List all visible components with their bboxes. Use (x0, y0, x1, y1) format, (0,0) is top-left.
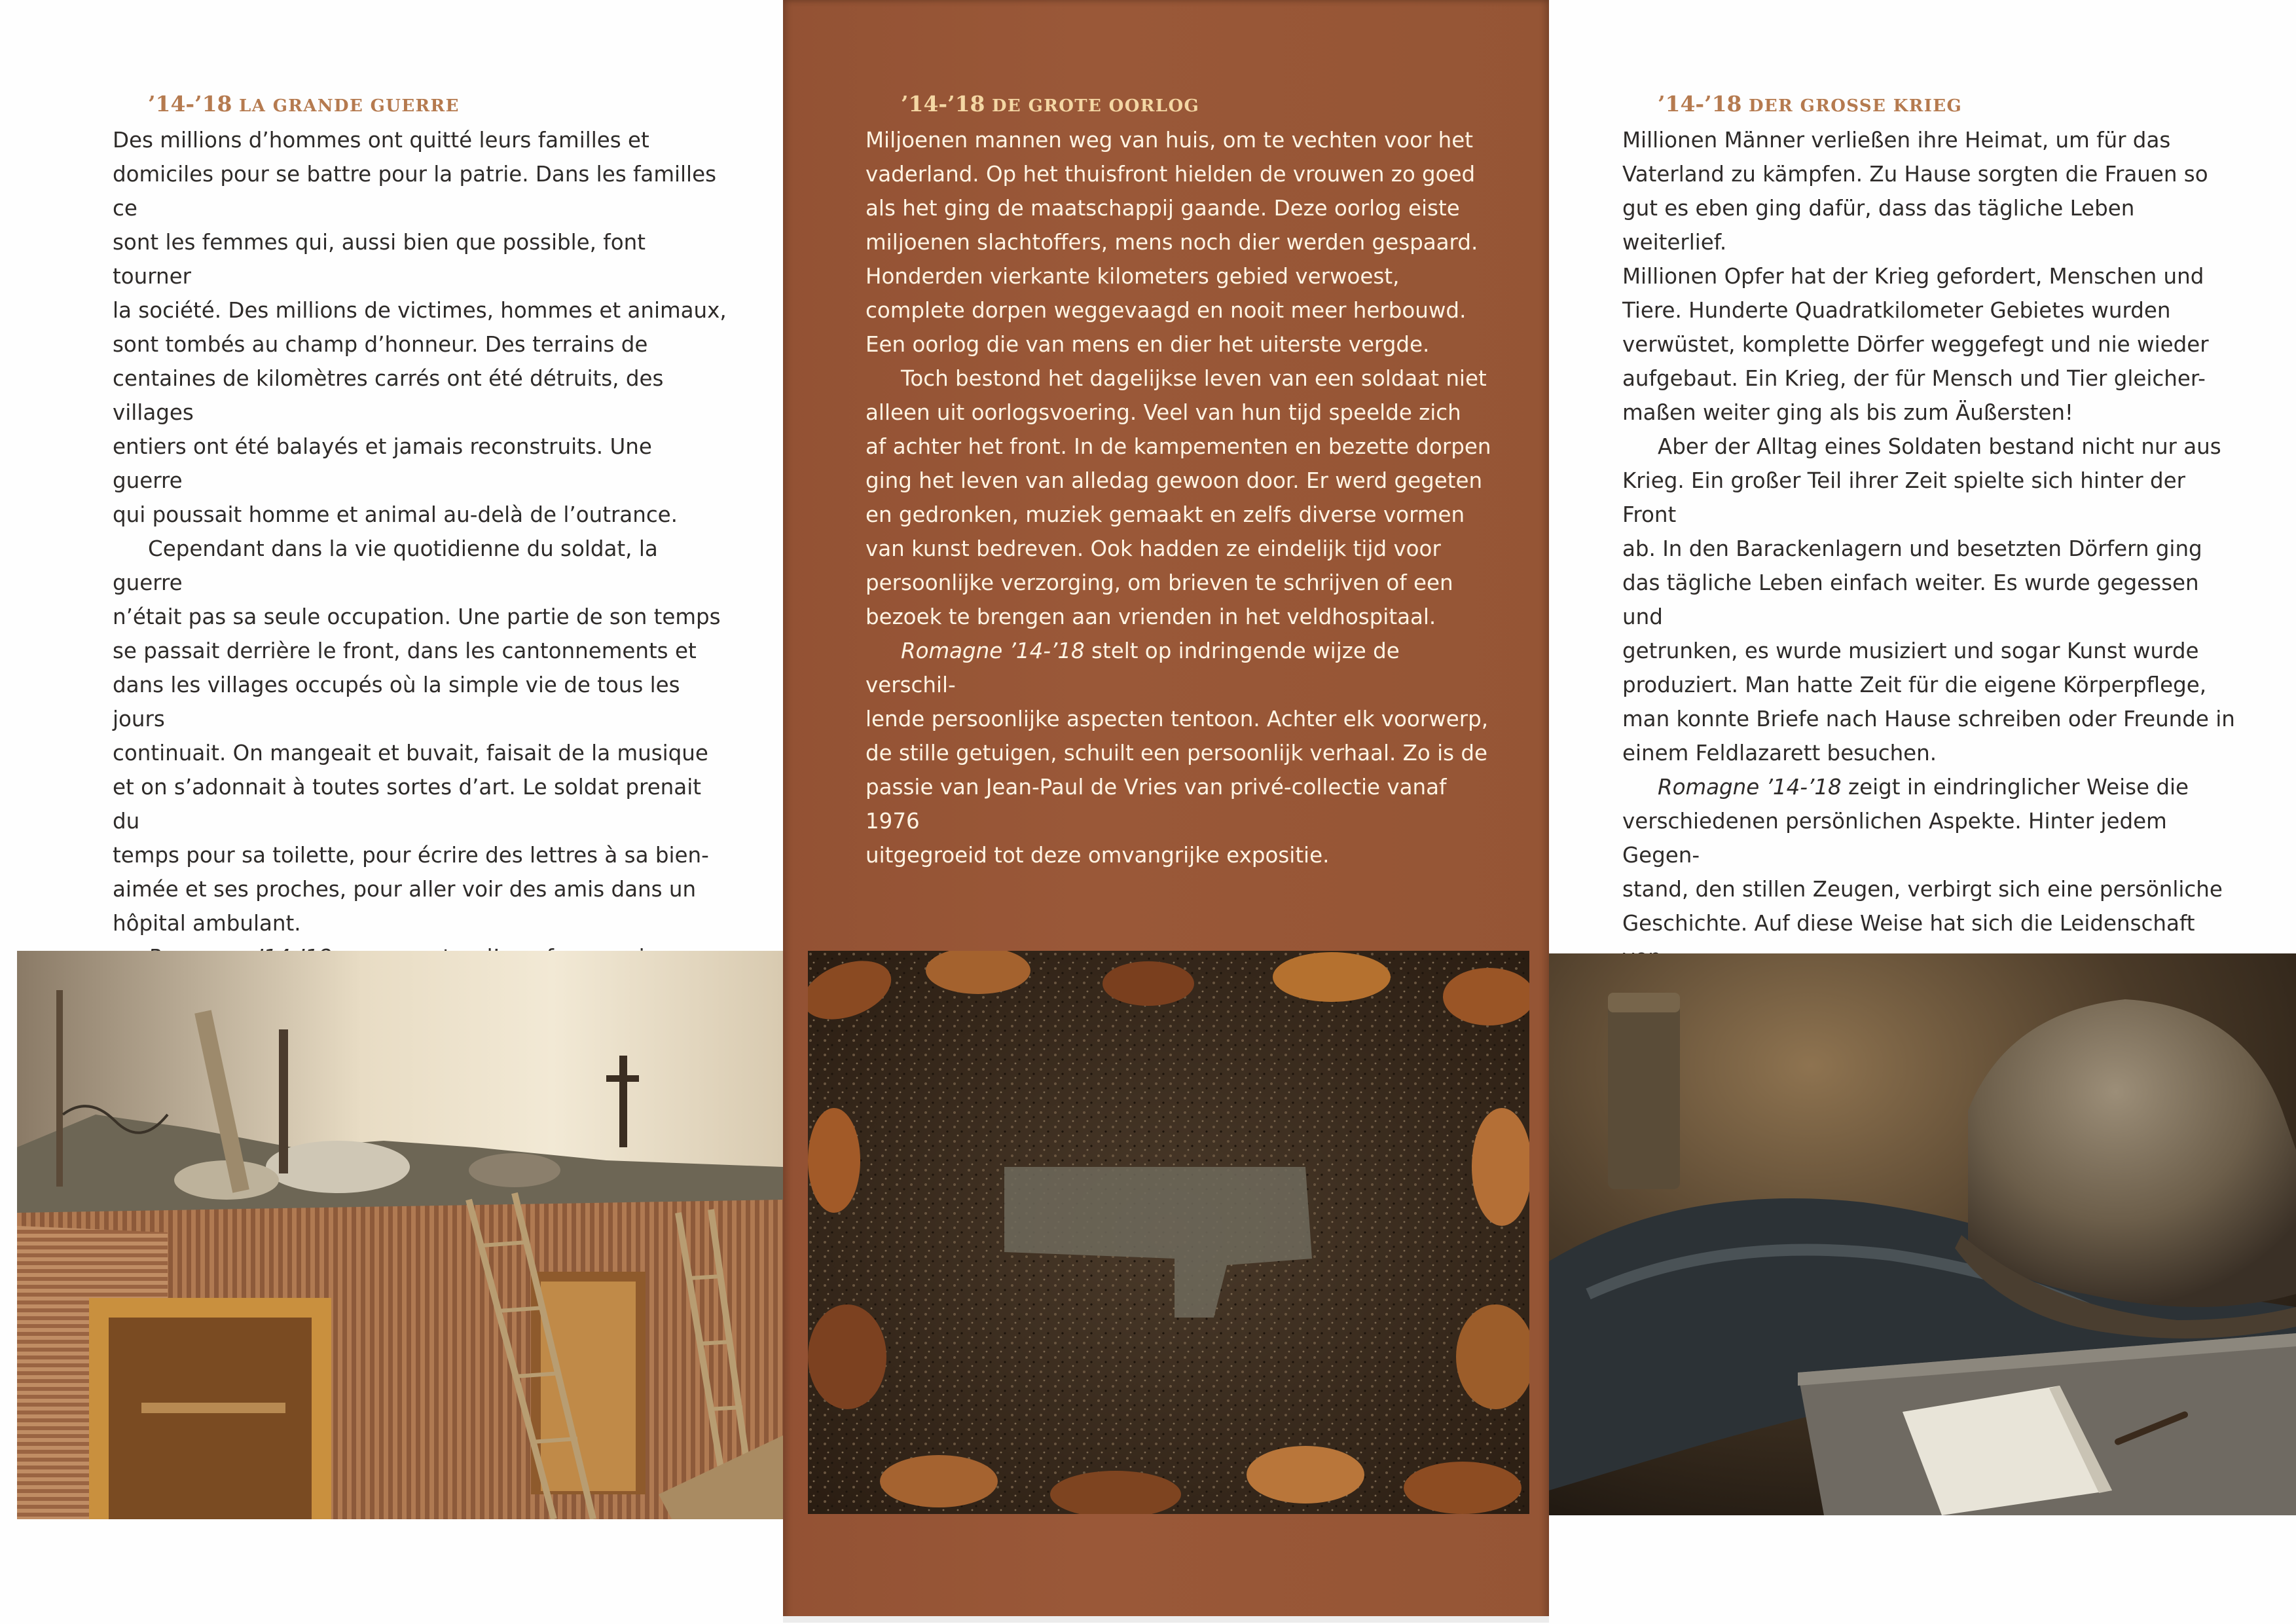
french-paragraph-2: Cependant dans la vie quotidienne du soldat, la guerre n’était pas sa seule occupation. Une partie de son temps se passait derrière le front, dans les cantonnements et dans les villages occupés où la simple vie de tous les jours continuait. On mangeait et buvait, faisait de la musique et on s’adonnait à toutes sortes d’art. Le soldat prenait du temps pour sa toilette, pour écrire des lettres à sa bien- aimée et ses proches, pour aller voir des amis dans un hôpital ambulant. (113, 536, 721, 936)
dutch-text-column (866, 85, 1494, 872)
french-heading (148, 85, 728, 123)
trench-reconstruction-photo (17, 951, 783, 1519)
dutch-paragraph-3 (866, 634, 1494, 872)
french-paragraph-1: Des millions d’hommes ont quitté leurs familles et domiciles pour se battre pour la patrie. Dans les familles ce sont les femmes qui, aussi bien que possible, font tourner la société. Des millions de victimes, hommes et animaux, sont tombés au champ d’honneur. Des terrains de centaines de kilomètres carrés ont été détruits, des villages entiers ont été balayés et jamais reconstruits. Une guerre qui poussait homme et animal au-delà de l’outrance. (113, 128, 727, 527)
german-paragraph-1: Millionen Männer verließen ihre Heimat, um für das Vaterland zu kämpfen. Zu Hause sorgten die Frauen so gut es eben ging dafür, dass das tägliche Leben weiterlief. Millionen Opfer hat der Krieg gefordert, Menschen und Tiere. Hunderte Quadratkilometer Gebietes wurden verwüstet, komplette Dörfer weggefegt und nie wieder aufgebaut. Ein Krieg, der für Mensch und Tier gleicher- maßen weiter ging als bis zum Äußersten! (1622, 128, 2209, 425)
french-heading-title: LA GRANDE GUERRE (238, 96, 460, 116)
dutch-heading-title: DE GROTE OORLOG (991, 96, 1200, 116)
dutch-paragraph-1: Miljoenen mannen weg van huis, om te vechten voor het vaderland. Op het thuisfront hielden de vrouwen zo goed als het ging de maatschappij gaande. Deze oorlog eiste miljoenen slachtoffers, mens noch dier werden gespaard. Honderden vierkante kilometers gebied verwoest, complete dorpen weggevaagd en nooit meer herbouwd. Een oorlog die van mens en dier het uiterste vergde. (866, 128, 1478, 357)
dutch-heading-year: ’14-’18 (901, 91, 985, 117)
german-heading (1658, 85, 2238, 123)
dutch-exhibition-name: Romagne ’14-’18 (901, 638, 1085, 663)
german-paragraph-2: Aber der Alltag eines Soldaten bestand nicht nur aus Krieg. Ein großer Teil ihrer Zeit spielte sich hinter der Front ab. In den Barackenlagern und besetzten Dörfern ging das tägliche Leben einfach weiter. Es wurde gegessen und getrunken, es wurde musiziert und sogar Kunst wurde produziert. Man hatte Zeit für die eigene Körperpflege, man konnte Briefe nach Hause schreiben oder Freunde in einem Feldlazarett besuchen. (1622, 434, 2235, 766)
helmet-and-letter-photo (1549, 953, 2296, 1515)
german-exhibition-name: Romagne ’14-’18 (1658, 775, 1842, 800)
german-heading-title: DER GROSSE KRIEG (1748, 96, 1963, 116)
french-heading-year: ’14-’18 (148, 91, 232, 117)
dutch-heading (901, 85, 1494, 123)
german-heading-year: ’14-’18 (1658, 91, 1742, 117)
german-paragraph-3-text: zeigt in eindringlicher Weise die verschiedenen persönlichen Aspekte. Hinter jedem Gegen- stand, den stillen Zeugen, verbirgt sich eine persönliche Geschichte. Auf diese Weise hat sich die Leidenschaft (1622, 775, 2223, 936)
dutch-paragraph-2: Toch bestond het dagelijkse leven van een soldaat niet alleen uit oorlogsvoering. Veel van hun tijd speelde zich af achter het front. In de kampementen en bezette dorpen ging het leven van alledag gewoon door. Er werd gegeten en gedronken, muziek gemaakt en zelfs diverse vormen van kunst bedreven. Ook hadden ze eindelijk tijd voor persoonlijke verzorging, om brieven te schrijven of een bezoek te brengen aan vrienden in het veldhospitaal. (866, 366, 1491, 629)
buried-object-in-soil-photo (808, 951, 1529, 1514)
german-text-column (1622, 85, 2238, 1043)
dutch-paragraph-3-text: stelt op indringende wijze de verschil- lende persoonlijke aspecten tentoon. Achter elk voorwerp, de stille getuigen, schuilt een persoonlijk verhaal. Zo is de passie van Jean-Paul de Vries van privé-collectie vanaf 1976 uitgegroeid tot deze omvangrijke expositie. (866, 638, 1489, 868)
